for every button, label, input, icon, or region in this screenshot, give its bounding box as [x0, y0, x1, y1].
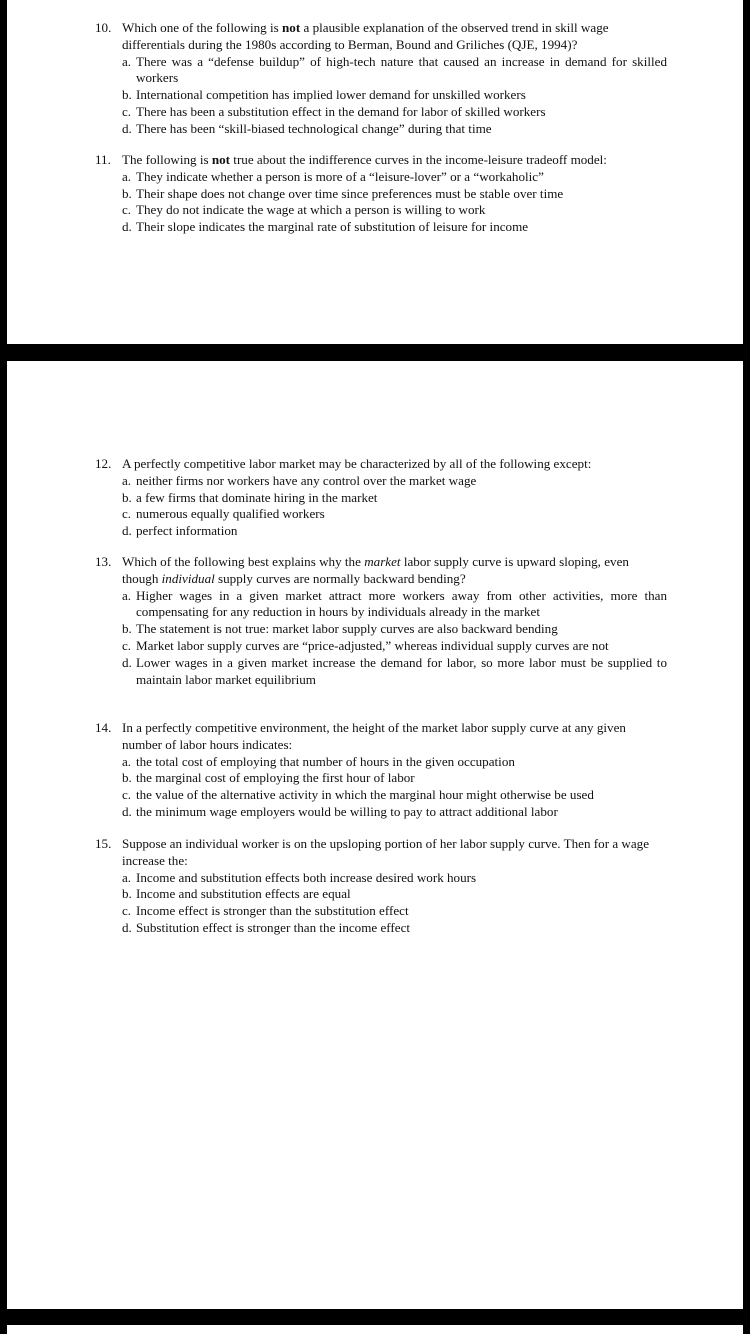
- option-b: [95, 87, 667, 104]
- option-text: the value of the alternative activity in which the marginal hour might otherwise be used: [136, 787, 594, 803]
- option-text: Substitution effect is stronger than the income effect: [136, 919, 411, 935]
- option-letter: b.: [122, 886, 132, 902]
- option-c: [95, 638, 667, 655]
- option-text: They do not indicate the wage at which a person is willing to work: [136, 202, 486, 218]
- option-letter: b.: [122, 185, 132, 201]
- option-text: perfect information: [136, 523, 238, 539]
- option-text: Income effect is stronger than the substitution effect: [136, 903, 409, 919]
- option-c: [95, 903, 667, 920]
- option-text: Their shape does not change over time since preferences must be stable over time: [136, 185, 564, 201]
- option-text: They indicate whether a person is more of a “leisure-lover” or a “workaholic”: [136, 168, 544, 184]
- option-b: [95, 490, 667, 507]
- option-letter: d.: [122, 919, 132, 935]
- question-number: 11.: [95, 152, 111, 167]
- option-letter: d.: [122, 120, 132, 136]
- question-stem: 14. In a perfectly competitive environment, the height of the market labor supply curve at any given number of labor hours indicates:: [95, 720, 626, 752]
- option-d: [95, 655, 667, 689]
- option-a: [95, 754, 667, 771]
- option-d: [95, 920, 667, 937]
- option-text: The statement is not true: market labor supply curves are also backward bending: [136, 621, 558, 637]
- option-letter: b.: [122, 621, 132, 637]
- option-text: Income and substitution effects are equal: [136, 886, 351, 902]
- option-letter: a.: [122, 168, 132, 184]
- question-stem: 15. Suppose an individual worker is on the upsloping portion of her labor supply curve. Then for a wage increase the:: [95, 836, 650, 868]
- question-stem: 10. Which one of the following is not a plausible explanation of the observed trend in skill wage differentials during the 1980s according to Berman, Bound and Griliches (QJE, 1994)?: [95, 20, 609, 52]
- document-page-2: [7, 361, 743, 1309]
- option-text: Lower wages in a given market increase the demand for labor, so more labor must be supplied to maintain labor market equilibrium: [136, 654, 667, 687]
- option-letter: a.: [122, 472, 132, 488]
- option-letter: c.: [122, 903, 132, 919]
- question-12: [95, 456, 667, 540]
- option-d: [95, 219, 667, 236]
- option-letter: b.: [122, 770, 132, 786]
- option-letter: c.: [122, 506, 132, 522]
- option-letter: c.: [122, 787, 132, 803]
- option-letter: d.: [122, 523, 132, 539]
- option-c: [95, 104, 667, 121]
- option-a: [95, 588, 667, 622]
- option-letter: a.: [122, 53, 132, 69]
- option-c: [95, 506, 667, 523]
- option-text: the minimum wage employers would be willing to pay to attract additional labor: [136, 803, 558, 819]
- option-letter: a.: [122, 587, 132, 603]
- option-letter: d.: [122, 803, 132, 819]
- document-page-3: [7, 1325, 743, 1334]
- question-stem: 11. The following is not true about the indifference curves in the income-leisure tradeoff model:: [95, 152, 607, 167]
- option-text: Higher wages in a given market attract more workers away from other activities, more than compensating for any reduction in hours by individuals already in the market: [136, 587, 667, 620]
- question-number: 13.: [95, 554, 112, 569]
- option-text: Their slope indicates the marginal rate of substitution of leisure for income: [136, 219, 529, 235]
- option-a: [95, 169, 667, 186]
- question-11: [95, 152, 667, 236]
- option-text: There has been “skill-biased technological change” during that time: [136, 120, 492, 136]
- option-text: Income and substitution effects both increase desired work hours: [136, 869, 477, 885]
- option-a: [95, 870, 667, 887]
- option-c: [95, 202, 667, 219]
- question-14: [95, 720, 667, 821]
- option-d: [95, 121, 667, 138]
- option-letter: d.: [122, 219, 132, 235]
- option-text: a few firms that dominate hiring in the market: [136, 489, 378, 505]
- option-c: [95, 787, 667, 804]
- question-number: 15.: [95, 836, 112, 851]
- option-b: [95, 770, 667, 787]
- question-stem: 12. A perfectly competitive labor market may be characterized by all of the following except:: [95, 456, 592, 471]
- option-d: [95, 523, 667, 540]
- option-b: [95, 186, 667, 203]
- option-letter: d.: [122, 654, 132, 670]
- option-text: neither firms nor workers have any control over the market wage: [136, 472, 477, 488]
- question-13: [95, 554, 667, 688]
- question-stem: 13. Which of the following best explains why the market labor supply curve is upward sloping, even though individual supply curves are normally backward bending?: [95, 554, 629, 586]
- option-text: There was a “defense buildup” of high-tech nature that caused an increase in demand for skilled workers: [136, 53, 667, 86]
- option-text: the marginal cost of employing the first hour of labor: [136, 770, 415, 786]
- option-text: the total cost of employing that number of hours in the given occupation: [136, 753, 515, 769]
- question-15: [95, 836, 667, 937]
- question-number: 10.: [95, 20, 112, 35]
- option-letter: c.: [122, 637, 132, 653]
- option-b: [95, 621, 667, 638]
- option-text: numerous equally qualified workers: [136, 506, 325, 522]
- document-page-1: [7, 0, 743, 344]
- option-letter: c.: [122, 103, 132, 119]
- option-text: International competition has implied lower demand for unskilled workers: [136, 87, 526, 103]
- option-a: [95, 54, 667, 88]
- option-text: Market labor supply curves are “price-adjusted,” whereas individual supply curves are not: [136, 637, 609, 653]
- option-text: There has been a substitution effect in the demand for labor of skilled workers: [136, 103, 546, 119]
- option-d: [95, 804, 667, 821]
- option-letter: b.: [122, 489, 132, 505]
- question-10: [95, 20, 667, 138]
- option-letter: a.: [122, 869, 132, 885]
- question-number: 14.: [95, 720, 112, 735]
- option-b: [95, 886, 667, 903]
- option-letter: a.: [122, 753, 132, 769]
- option-letter: b.: [122, 87, 132, 103]
- option-letter: c.: [122, 202, 132, 218]
- option-a: [95, 473, 667, 490]
- question-number: 12.: [95, 456, 112, 471]
